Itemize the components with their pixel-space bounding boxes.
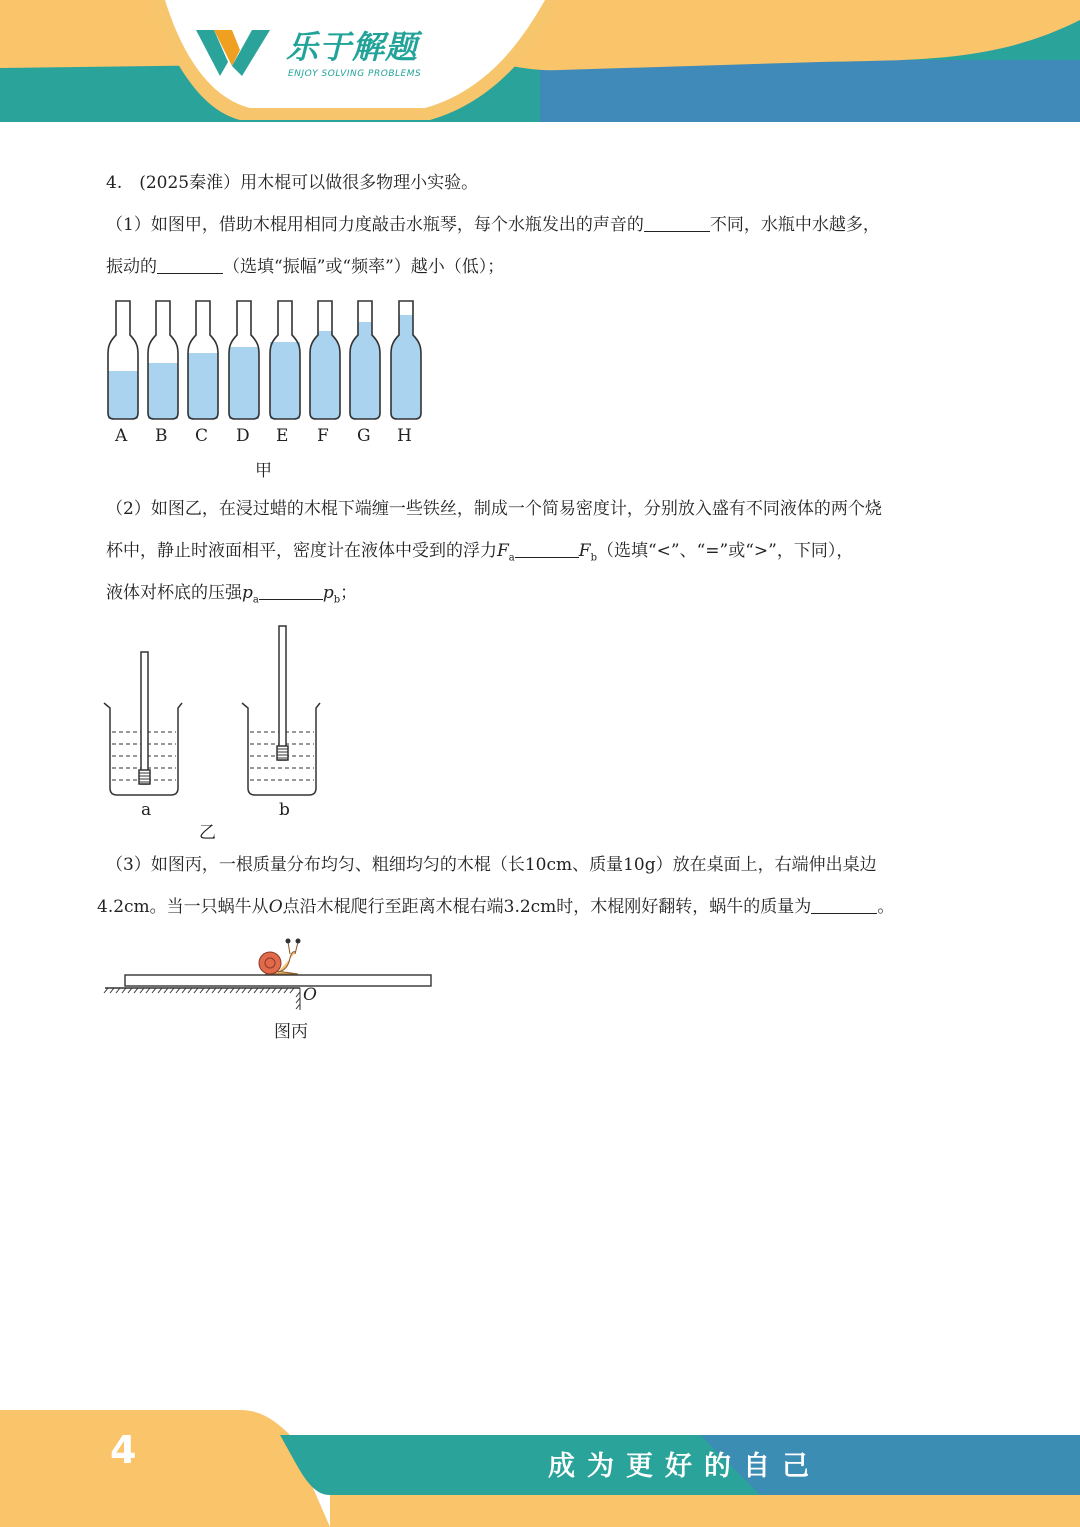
figure-caption-bing: 图丙	[274, 1022, 308, 1042]
question-stem: 4. (2025秦淮）用木棍可以做很多物理小实验。	[106, 173, 479, 193]
wooden-stick	[125, 975, 431, 986]
part1-text-b: 不同，水瓶中水越多，	[709, 215, 880, 235]
part1-text-a: （1）如图甲，借助木棍用相同力度敲击水瓶琴，每个水瓶发出的声音的	[106, 215, 644, 235]
footer-banner	[0, 1410, 1080, 1527]
answer-blank-4[interactable]	[259, 581, 323, 600]
bottle-label: E	[276, 426, 289, 446]
bottle-d	[229, 301, 259, 419]
bottle-label: C	[195, 426, 209, 446]
part1-text-c: 振动的	[106, 257, 157, 277]
part3-text-c: 。	[877, 897, 895, 917]
bottle-a	[108, 301, 138, 419]
force-symbol-b: F	[578, 541, 591, 561]
force-subscript-a: a	[508, 552, 515, 564]
bottle-e	[270, 301, 300, 419]
pressure-subscript-b: b	[333, 594, 341, 606]
answer-blank-5[interactable]	[811, 895, 877, 914]
force-symbol-a: F	[497, 541, 509, 561]
beaker-label-a: a	[141, 800, 152, 820]
answer-blank-3[interactable]	[515, 539, 579, 558]
logo-icon	[192, 22, 282, 82]
page-number: 4	[110, 1428, 137, 1472]
bottle-c	[188, 301, 218, 419]
snail-icon	[259, 939, 301, 975]
bottle-label: G	[357, 426, 371, 446]
brand-slogan-en: ENJOY SOLVING PROBLEMS	[288, 69, 422, 79]
bottle-label: D	[236, 426, 250, 446]
part1-line1	[106, 213, 880, 237]
table-hatching	[104, 988, 300, 1010]
beaker-label-b: b	[279, 800, 290, 820]
part3-text-b: 点沿木棍爬行至距离木棍右端3.2cm时，木棍刚好翻转，蜗牛的质量为	[282, 897, 812, 917]
beaker-a	[104, 652, 182, 795]
part2-text-d: ；	[340, 583, 358, 603]
pressure-subscript-a: a	[252, 594, 259, 606]
answer-blank-2[interactable]	[157, 255, 223, 274]
pressure-symbol-b: p	[322, 583, 334, 603]
answer-blank-1[interactable]	[644, 213, 710, 232]
bottle-g	[350, 301, 380, 419]
part1-text-d: （选填“振幅”或“频率”）越小（低）；	[223, 257, 505, 277]
part2-line3	[106, 581, 357, 612]
bottle-h	[391, 301, 421, 419]
figure-caption-yi: 乙	[199, 823, 216, 843]
brand-name: 乐于解题	[286, 28, 419, 66]
bottle-label: A	[115, 426, 128, 446]
pivot-label: O	[303, 985, 317, 1005]
pressure-symbol-a: p	[242, 583, 253, 603]
part2-text-c: 液体对杯底的压强	[106, 583, 242, 603]
point-o-symbol: O	[268, 897, 283, 917]
bottle-b	[148, 301, 178, 419]
part2-line2	[106, 539, 853, 570]
part3-line2	[97, 895, 894, 919]
bottle-label: F	[317, 426, 329, 446]
part2-text-b: （选填“<”、“=”或“>”，下同），	[596, 541, 854, 561]
bottle-f	[310, 301, 340, 419]
part3-text-a: 4.2cm。当一只蜗牛从	[97, 897, 269, 917]
part2-text-a: 杯中，静止时液面相平，密度计在液体中受到的浮力	[106, 541, 497, 561]
beaker-b	[242, 626, 320, 795]
header-banner	[0, 0, 1080, 130]
part2-line1: （2）如图乙，在浸过蜡的木棍下端缠一些铁丝，制成一个简易密度计，分别放入盛有不同液体的两个烧	[106, 499, 882, 519]
figure-caption-jia: 甲	[255, 461, 272, 481]
bottle-label: H	[397, 426, 412, 446]
part1-line2	[106, 255, 504, 279]
page-footer	[0, 1410, 1080, 1527]
footer-slogan: 成为更好的自己	[548, 1451, 821, 1482]
figure-bottles	[100, 295, 440, 450]
bottle-label: B	[155, 426, 168, 446]
force-subscript-b: b	[590, 552, 597, 564]
part3-line1: （3）如图丙，一根质量分布均匀、粗细均匀的木棍（长10cm、质量10g）放在桌面上，右端伸出桌边	[106, 855, 877, 875]
figure-stick-snail	[100, 930, 440, 1010]
figure-beakers	[100, 620, 330, 805]
page-header	[0, 0, 1080, 130]
